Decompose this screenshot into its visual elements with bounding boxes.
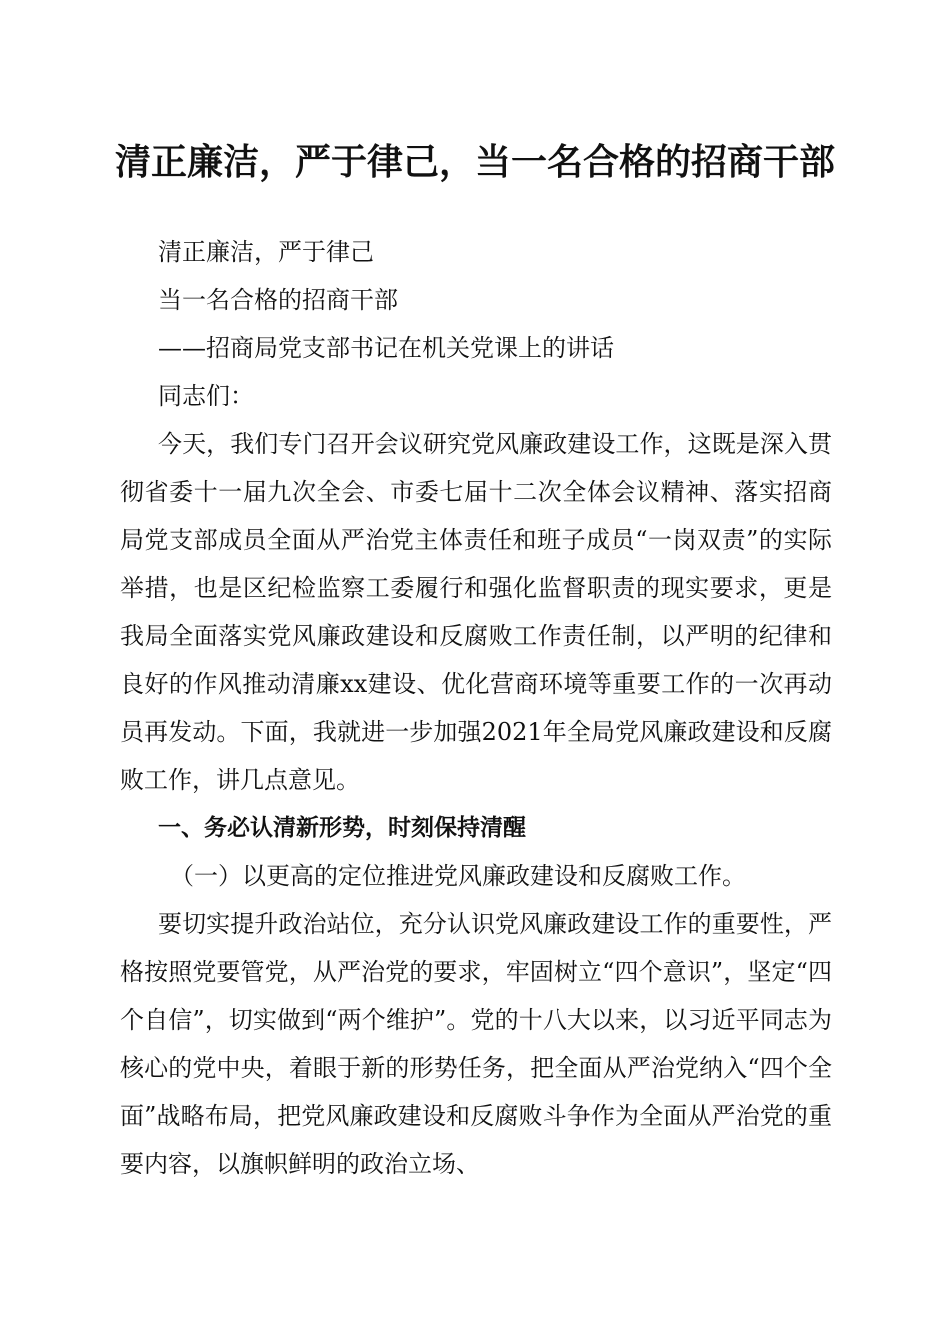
document-body [120, 228, 832, 1188]
body-paragraph: 要切实提升政治站位，充分认识党风廉政建设工作的重要性，严格按照党要管党，从严治党的要求，牢固树立“四个意识”，坚定“四个自信”，切实做到“两个维护”。党的十八大以来，以习近平同志为核心的党中央，着眼于新的形势任务，把全面从严治党纳入“四个全面”战略布局，把党风廉政建设和反腐败斗争作为全面从严治党的重要内容，以旗帜鲜明的政治立场、 [120, 910, 832, 1178]
subtitle-speaker: ——招商局党支部书记在机关党课上的讲话 [158, 334, 614, 362]
salutation: 同志们： [158, 382, 254, 410]
section-heading-1: 一、务必认清新形势，时刻保持清醒 [158, 815, 526, 841]
subtitle-line-2: 当一名合格的招商干部 [158, 286, 398, 314]
document-title: 清正廉洁，严于律己，当一名合格的招商干部 [114, 141, 835, 183]
subtitle-line-1: 清正廉洁，严于律己 [158, 238, 374, 266]
subsection-heading-1: （一）以更高的定位推进党风廉政建设和反腐败工作。 [170, 862, 746, 890]
intro-paragraph: 今天，我们专门召开会议研究党风廉政建设工作，这既是深入贯彻省委十一届九次全会、市委七届十二次全体会议精神、落实招商局党支部成员全面从严治党主体责任和班子成员“一岗双责”的实际举措，也是区纪检监察工委履行和强化监督职责的现实要求，更是我局全面落实党风廉政建设和反腐败工作责任制，以严明的纪律和良好的作风推动清廉xx建设、优化营商环境等重要工作的一次再动员再发动。下面，我就进一步加强2021年全局党风廉政建设和反腐败工作，讲几点意见。 [120, 430, 832, 794]
